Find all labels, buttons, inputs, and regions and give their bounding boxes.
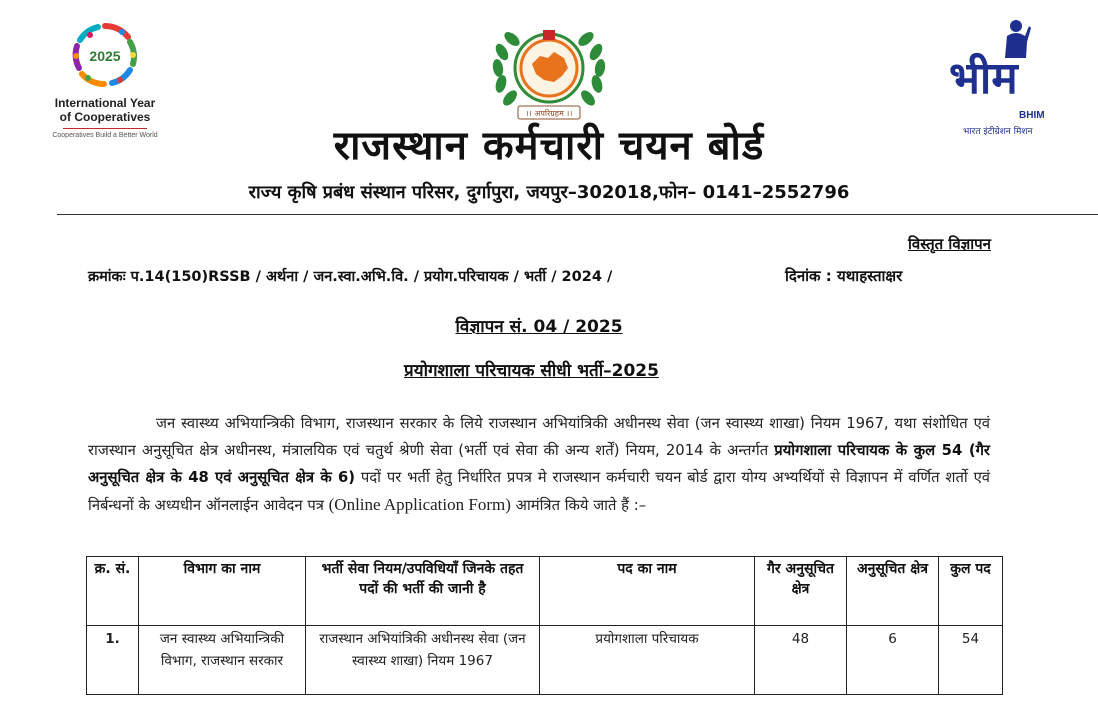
cell-post: प्रयोगशाला परिचायक (540, 626, 755, 695)
rssb-seal-logo (488, 22, 610, 122)
intro-text-part3: आमंत्रित किये जाते हैं :– (515, 497, 647, 514)
cell-total: 54 (939, 626, 1003, 695)
reference-date: दिनांक : यथाहस्ताक्षर (785, 267, 903, 285)
board-address: राज्य कृषि प्रबंध संस्थान परिसर, दुर्गापुरा, जयपुर–302018,फोन– 0141–2552796 (248, 182, 850, 203)
iyc-tagline: Cooperatives Build a Better World (52, 132, 158, 139)
iyc-line2: of Cooperatives (59, 110, 151, 124)
col-header-rules: भर्ती सेवा नियम/उपविधियाँ जिनके तहत पदों की भर्ती की जानी है (306, 557, 540, 626)
page-title: राजस्थान कर्मचारी चयन बोर्ड (333, 123, 765, 169)
reference-number: क्रमांकः प.14(150)RSSB / अर्थना / जन.स्वा.अभि.वि. / प्रयोग.परिचायक / भर्ती / 2024 / (88, 269, 613, 285)
cell-serial: 1. (87, 626, 139, 695)
intro-text-part2: पदों पर भर्ती हेतु निर्धारित प्रपत्र मे राजस्थान कर्मचारी चयन बोर्ड द्वारा योग्य अभ्यर्थियों से विज्ञापन में वर्णित शर्तो एवं निर्बन्धनों के अध्यधीन ऑनलाईन आवेदन पत्र (88, 469, 990, 514)
intro-highlight: प्रयोगशाला परिचायक के कुल 54 (गैर अनुसूचित क्षेत्र के 48 एवं अनुसूचित क्षेत्र के 6) (88, 442, 990, 486)
header-divider (57, 214, 1098, 215)
intro-paragraph (88, 410, 990, 519)
bhim-subtitle: BHIM (1019, 110, 1045, 121)
table-header-row (87, 557, 1003, 626)
col-header-scheduled: अनुसूचित क्षेत्र (847, 557, 939, 626)
col-header-total: कुल पद (939, 557, 1003, 626)
advertisement-type: विस्तृत विज्ञापन (908, 235, 991, 253)
seal-emblem (488, 22, 610, 122)
iyc-emblem (70, 20, 140, 90)
bhim-tagline: भारत इंटीग्रेशन मिशन (963, 127, 1033, 137)
bhim-word: भीम (949, 53, 1018, 104)
seal-motto: ।। अपरिग्रहम ।। (525, 109, 573, 118)
col-header-non-scheduled: गैर अनुसूचित क्षेत्र (755, 557, 847, 626)
cell-scheduled: 6 (847, 626, 939, 695)
cell-department: जन स्वास्थ्य अभियान्त्रिकी विभाग, राजस्थान सरकार (139, 626, 306, 695)
iyc-line1: International Year (54, 96, 156, 110)
col-header-post: पद का नाम (540, 557, 755, 626)
table-row (87, 626, 1003, 695)
cell-non-scheduled: 48 (755, 626, 847, 695)
posts-table (86, 556, 1003, 695)
col-header-serial: क्र. सं. (87, 557, 139, 626)
col-header-department: विभाग का नाम (139, 557, 306, 626)
advertisement-title: प्रयोगशाला परिचायक सीधी भर्ती–2025 (404, 361, 659, 381)
intro-text-part1: जन स्वास्थ्य अभियान्त्रिकी विभाग, राजस्थान सरकार के लिये राजस्थान अभियांत्रिकी अधीनस्थ सेवा (जन स्वास्थ्य शाखा) नियम 1967, यथा संशोधित एवं राजस्थान अनुसूचित क्षेत्र अधीनस्थ, मंत्रालयिक एवं चतुर्थ श्रेणी सेवा (भर्ती एवं सेवा की अन्य शर्तें) नियम, 2014 के अन्तर्गत (88, 415, 990, 459)
iyc-year: 2025 (89, 48, 121, 64)
advertisement-number: विज्ञापन सं. 04 / 2025 (455, 317, 623, 337)
cell-rules: राजस्थान अभियांत्रिकी अधीनस्थ सेवा (जन स्वास्थ्य शाखा) नियम 1967 (306, 626, 540, 695)
intro-english-term: (Online Application Form) (328, 495, 511, 514)
